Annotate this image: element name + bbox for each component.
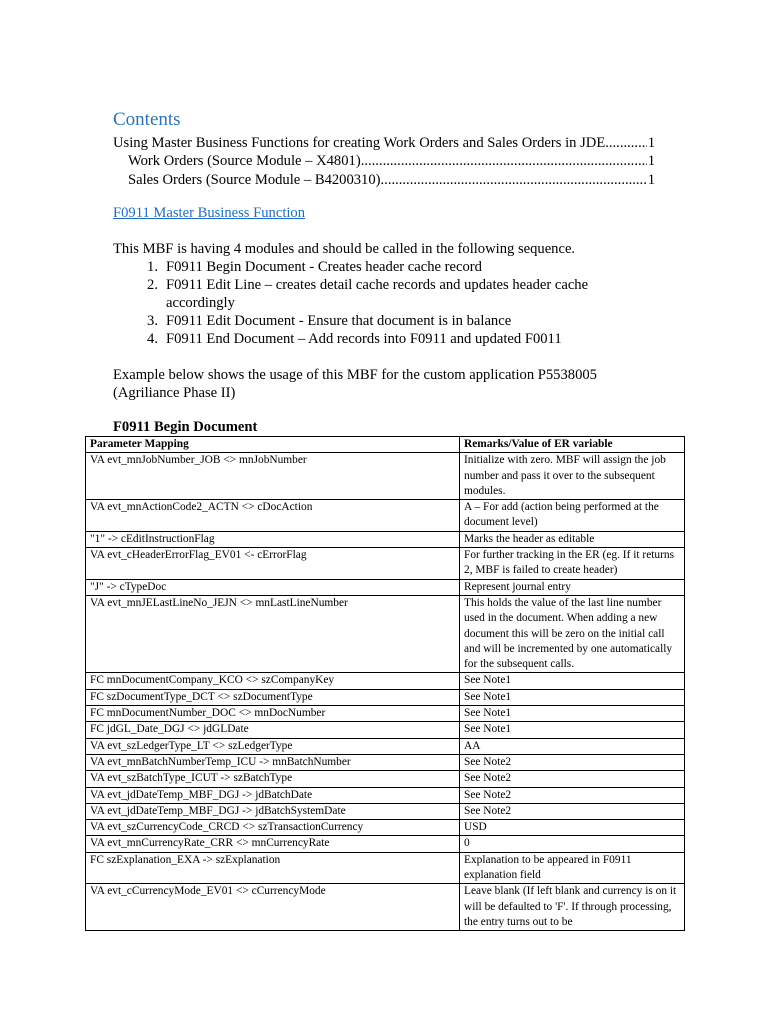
parameter-cell: VA evt_cCurrencyMode_EV01 <> cCurrencyMode: [86, 884, 460, 931]
f0911-mbf-link[interactable]: F0911 Master Business Function: [113, 205, 306, 221]
list-number: 2.: [147, 277, 158, 293]
toc-entry-text: Using Master Business Functions for creating Work Orders and Sales Orders in JDE: [113, 135, 606, 151]
toc-entry-page: 1: [647, 153, 655, 169]
parameter-cell: VA evt_mnCurrencyRate_CRR <> mnCurrencyRate: [86, 836, 460, 852]
table-row: [86, 722, 685, 738]
list-text: F0911 Edit Line – creates detail cache records and updates header cache accordingly: [166, 277, 589, 311]
parameter-cell: VA evt_jdDateTemp_MBF_DGJ -> jdBatchSystemDate: [86, 803, 460, 819]
parameter-cell: VA evt_mnActionCode2_ACTN <> cDocAction: [86, 500, 460, 532]
remark-cell: Initialize with zero. MBF will assign the job number and pass it over to the subsequent modules.: [460, 453, 685, 500]
remark-cell: USD: [460, 820, 685, 836]
toc-leader-dots: [605, 134, 646, 152]
parameter-cell: FC szExplanation_EXA -> szExplanation: [86, 852, 460, 884]
list-text: F0911 End Document – Add records into F0911 and updated F0011: [166, 331, 562, 347]
remark-cell: This holds the value of the last line number used in the document. When adding a new document this will be zero on the initial call and will be incremented by one automatically for the subsequent calls.: [460, 595, 685, 672]
table-row: [86, 836, 685, 852]
parameter-cell: FC jdGL_Date_DGJ <> jdGLDate: [86, 722, 460, 738]
toc-entry-page: 1: [647, 172, 655, 188]
table-row: [86, 803, 685, 819]
column-header: Parameter Mapping: [86, 437, 460, 453]
parameter-cell: "1" -> cEditInstructionFlag: [86, 531, 460, 547]
section-title: F0911 Begin Document: [113, 419, 258, 435]
table-row: [86, 531, 685, 547]
toc-entry[interactable]: [128, 171, 655, 189]
toc-entry-text: Work Orders (Source Module – X4801): [128, 153, 361, 169]
remark-cell: See Note1: [460, 706, 685, 722]
remark-cell: See Note2: [460, 754, 685, 770]
toc-leader-dots: [381, 171, 647, 189]
remark-cell: See Note2: [460, 771, 685, 787]
remark-cell: For further tracking in the ER (eg. If it returns 2, MBF is failed to create header): [460, 548, 685, 580]
parameter-cell: VA evt_mnJobNumber_JOB <> mnJobNumber: [86, 453, 460, 500]
table-row: [86, 787, 685, 803]
remark-cell: See Note1: [460, 722, 685, 738]
remark-cell: See Note1: [460, 689, 685, 705]
list-number: 4.: [147, 331, 158, 347]
parameter-cell: FC mnDocumentCompany_KCO <> szCompanyKey: [86, 673, 460, 689]
parameter-cell: VA evt_mnBatchNumberTemp_ICU -> mnBatchNumber: [86, 754, 460, 770]
parameter-cell: "J" -> cTypeDoc: [86, 579, 460, 595]
list-item: [113, 312, 633, 330]
toc-entry[interactable]: [113, 134, 655, 152]
remark-cell: A – For add (action being performed at the document level): [460, 500, 685, 532]
parameter-cell: VA evt_mnJELastLineNo_JEJN <> mnLastLineNumber: [86, 595, 460, 672]
table-row: [86, 820, 685, 836]
example-paragraph: Example below shows the usage of this MBF for the custom application P5538005 (Agriliance Phase II): [113, 367, 597, 401]
list-text: F0911 Begin Document - Creates header cache record: [166, 259, 482, 275]
parameter-cell: FC mnDocumentNumber_DOC <> mnDocNumber: [86, 706, 460, 722]
remark-cell: See Note1: [460, 673, 685, 689]
list-item: [113, 276, 633, 312]
table-row: [86, 754, 685, 770]
parameter-cell: VA evt_cHeaderErrorFlag_EV01 <- cErrorFlag: [86, 548, 460, 580]
table-row: [86, 852, 685, 884]
toc-entry-text: Sales Orders (Source Module – B4200310): [128, 172, 381, 188]
column-header: Remarks/Value of ER variable: [460, 437, 685, 453]
table-row: [86, 771, 685, 787]
remark-cell: See Note2: [460, 787, 685, 803]
table-row: [86, 673, 685, 689]
table-row: [86, 548, 685, 580]
parameter-cell: FC szDocumentType_DCT <> szDocumentType: [86, 689, 460, 705]
list-item: [113, 258, 633, 276]
table-row: [86, 689, 685, 705]
table-header-row: [86, 437, 685, 453]
parameter-cell: VA evt_szBatchType_ICUT -> szBatchType: [86, 771, 460, 787]
parameter-cell: VA evt_jdDateTemp_MBF_DGJ -> jdBatchDate: [86, 787, 460, 803]
table-row: [86, 500, 685, 532]
toc-entry[interactable]: [128, 152, 655, 170]
table-row: [86, 579, 685, 595]
remark-cell: AA: [460, 738, 685, 754]
table-row: [86, 884, 685, 931]
remark-cell: Marks the header as editable: [460, 531, 685, 547]
module-sequence-list: [113, 258, 633, 348]
table-row: [86, 706, 685, 722]
toc-entry-page: 1: [647, 135, 655, 151]
table-row: [86, 595, 685, 672]
intro-paragraph: This MBF is having 4 modules and should be called in the following sequence.: [113, 241, 576, 257]
remark-cell: Explanation to be appeared in F0911 explanation field: [460, 852, 685, 884]
table-row: [86, 738, 685, 754]
remark-cell: See Note2: [460, 803, 685, 819]
parameter-table: [85, 436, 685, 931]
list-number: 1.: [147, 259, 158, 275]
remark-cell: Represent journal entry: [460, 579, 685, 595]
list-number: 3.: [147, 313, 158, 329]
list-item: [113, 330, 633, 348]
toc-leader-dots: [361, 152, 647, 170]
table-row: [86, 453, 685, 500]
parameter-cell: VA evt_szLedgerType_LT <> szLedgerType: [86, 738, 460, 754]
remark-cell: 0: [460, 836, 685, 852]
list-text: F0911 Edit Document - Ensure that document is in balance: [166, 313, 512, 329]
parameter-cell: VA evt_szCurrencyCode_CRCD <> szTransactionCurrency: [86, 820, 460, 836]
remark-cell: Leave blank (If left blank and currency is on it will be defaulted to 'F'. If through processing, the entry turns out to be: [460, 884, 685, 931]
contents-heading: Contents: [113, 109, 181, 130]
